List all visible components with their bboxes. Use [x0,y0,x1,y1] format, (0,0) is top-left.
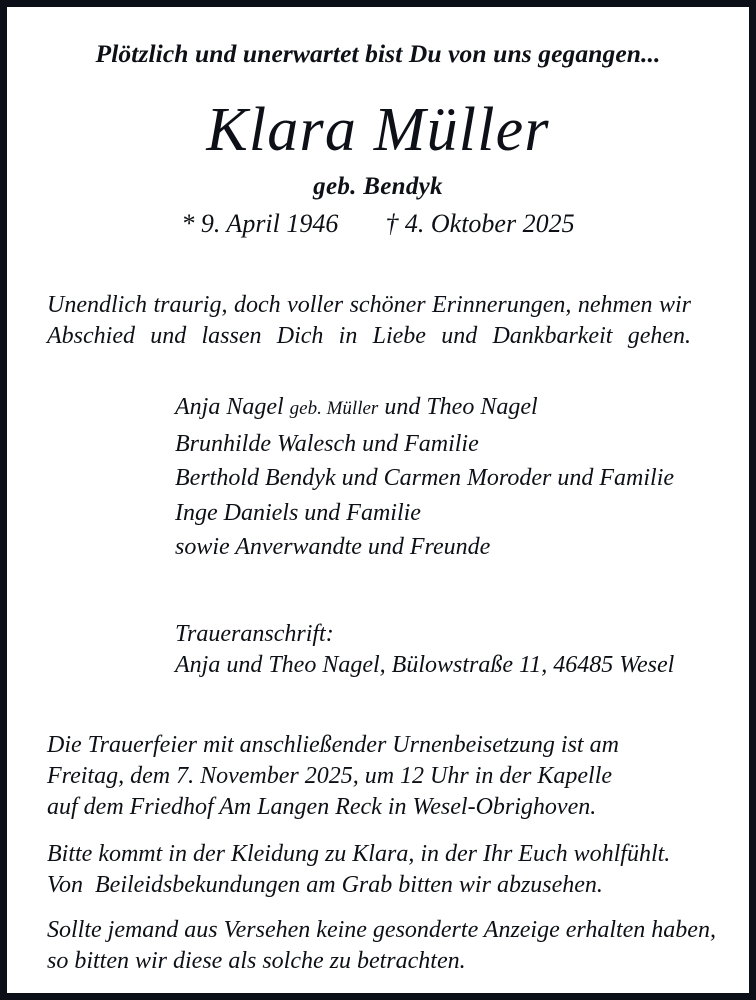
survivor-entry [175,461,674,496]
birth-date: 9. April 1946 [200,209,339,238]
funeral-service-details [47,730,709,823]
survivor-maiden-name: geb. Müller [289,398,379,419]
service-line-3: auf dem Friedhof Am Langen Reck in Wesel-Obrighoven. [47,794,597,820]
notice-paper [7,7,749,993]
survivor-name: Berthold Bendyk und Carmen Moroder und Familie [175,465,675,491]
survivor-name: Brunhilde Walesch und Familie [175,430,479,457]
memorial-text [47,290,691,352]
death-date: 4. Oktober 2025 [404,209,575,238]
mourning-address-value: Anja und Theo Nagel, Bülowstraße 11, 46485 Wesel [175,652,675,678]
service-line-2: Freitag, dem 7. November 2025, um 12 Uhr in der Kapelle [47,763,613,789]
survivors-list [175,390,674,565]
deceased-name: Klara Müller [206,96,550,164]
survivor-suffix: und Theo Nagel [378,394,538,420]
attire-request [47,839,709,901]
memorial-line-2: wir Abschied und lassen Dich in Liebe und Dankbarkeit gehen. [47,292,692,349]
closing-line-2: so bitten wir diese als solche zu betrachten. [47,948,466,974]
closing-note [47,915,717,977]
survivor-name: sowie Anverwandte und Freunde [175,534,491,560]
maiden-name-label: geb. Bendyk [313,173,443,200]
service-line-1: Die Trauerfeier mit anschließender Urnenbeisetzung ist am [47,732,619,758]
survivor-name: Inge Daniels und Familie [175,499,421,526]
death-symbol: † [385,209,399,238]
survivor-entry [175,496,674,531]
life-dates [7,209,749,239]
opening-line: Plötzlich und unerwartet bist Du von uns gegangen... [95,39,661,68]
memorial-line-1: Unendlich traurig, doch voller schöner Erinnerungen, nehmen [47,292,653,318]
attire-line-1: Bitte kommt in der Kleidung zu Klara, in der Ihr Euch wohlfühlt. [47,841,671,867]
mourning-address [175,619,674,681]
survivor-entry [175,390,674,427]
closing-line-1: Sollte jemand aus Versehen keine gesonderte Anzeige erhalten haben, [47,917,716,943]
survivor-entry [175,530,674,565]
attire-line-2: Von Beileidsbekundungen am Grab bitten wir abzusehen. [47,872,603,898]
birth-symbol: * [181,209,195,238]
mourning-address-label: Traueranschrift: [175,621,334,647]
survivor-name: Anja Nagel [175,394,290,420]
survivor-entry [175,427,674,462]
